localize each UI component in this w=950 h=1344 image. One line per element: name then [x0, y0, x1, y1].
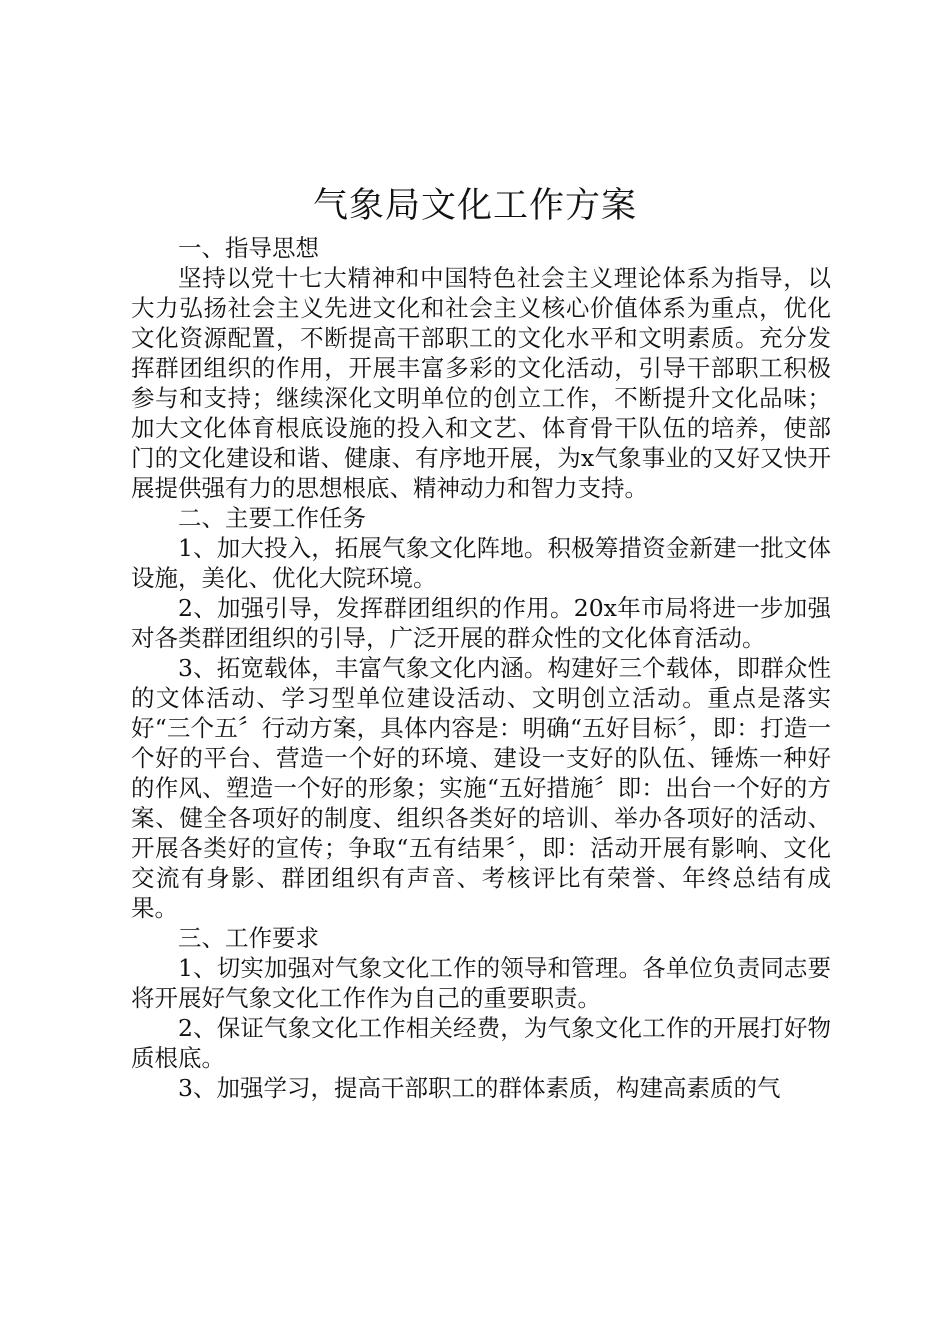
section-heading-requirements: 三、工作要求	[178, 924, 319, 952]
document-title: 气象局文化工作方案	[312, 186, 637, 226]
section-heading-main-tasks: 二、主要工作任务	[178, 504, 366, 532]
paragraph-task-3: 3、拓宽载体，丰富气象文化内涵。构建好三个载体，即群众性的文体活动、学习型单位建设活动、文明创立活动。重点是落实好“三个五〞行动方案，具体内容是：明确“五好目标〞，即：打造一个好的平台、营造一个好的环境、建设一支好的队伍、锤炼一种好的作风、塑造一个好的形象；实施“五好措施〞即：出台一个好的方案、健全各项好的制度、组织各类好的培训、举办各项好的活动、开展各类好的宣传；争取“五有结果〞，即：活动开展有影响、文化交流有身影、群团组织有声音、考核评比有荣誉、年终总结有成果。	[131, 654, 831, 922]
paragraph-requirement-1: 1、切实加强对气象文化工作的领导和管理。各单位负责同志要将开展好气象文化工作作为自己的重要职责。	[131, 954, 831, 1012]
document-body	[131, 233, 831, 1103]
paragraph-requirement-2: 2、保证气象文化工作相关经费，为气象文化工作的开展打好物质根底。	[131, 1014, 831, 1072]
paragraph-guiding-ideology: 坚持以党十七大精神和中国特色社会主义理论体系为指导，以大力弘扬社会主义先进文化和社会主义核心价值体系为重点，优化文化资源配置，不断提高干部职工的文化水平和文明素质。充分发挥群团组织的作用，开展丰富多彩的文化活动，引导干部职工积极参与和支持；继续深化文明单位的创立工作，不断提升文化品味；加大文化体育根底设施的投入和文艺、体育骨干队伍的培养，使部门的文化建设和谐、健康、有序地开展，为x气象事业的又好又快开展提供强有力的思想根底、精神动力和智力支持。	[131, 264, 831, 502]
paragraph-task-1: 1、加大投入，拓展气象文化阵地。积极筹措资金新建一批文体设施，美化、优化大院环境。	[131, 534, 831, 592]
section-heading-guiding-ideology: 一、指导思想	[178, 234, 319, 262]
paragraph-task-2: 2、加强引导，发挥群团组织的作用。20x年市局将进一步加强对各类群团组织的引导，广泛开展的群众性的文化体育活动。	[131, 594, 831, 652]
paragraph-requirement-3: 3、加强学习，提高干部职工的群体素质，构建高素质的气	[178, 1074, 781, 1102]
